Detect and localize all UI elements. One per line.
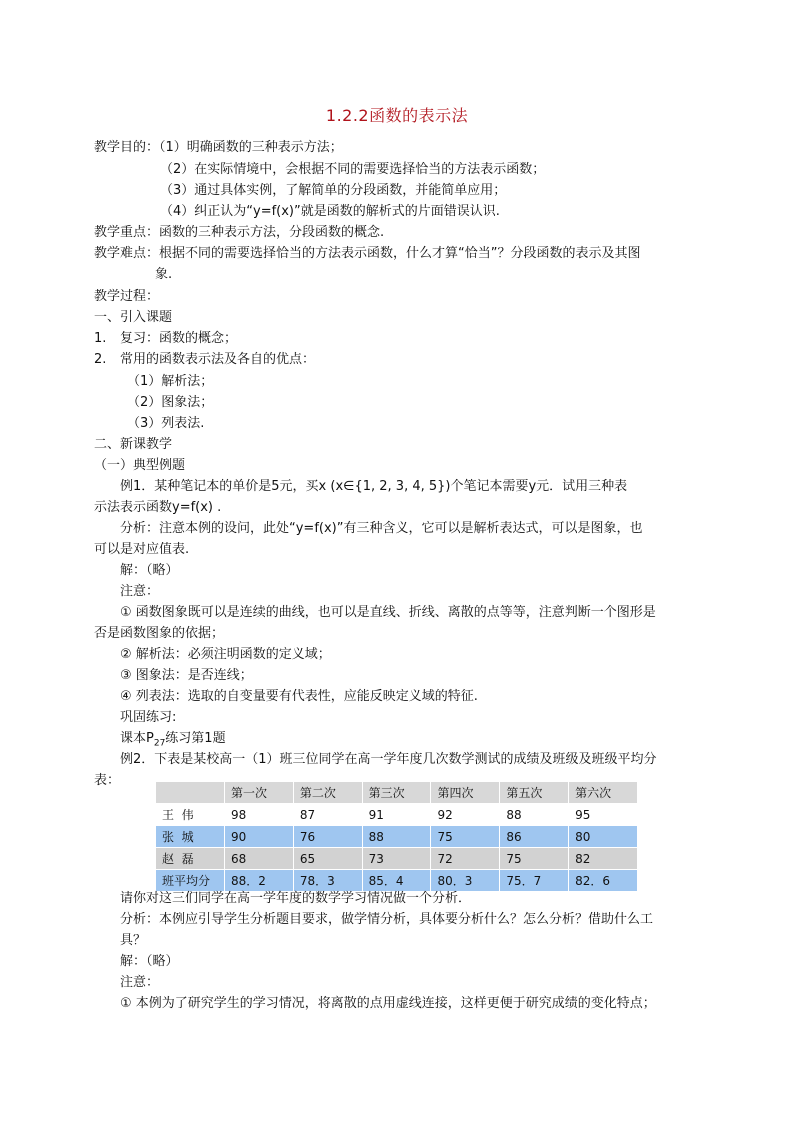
score-cell: 76 bbox=[293, 826, 362, 848]
review-text: 复习：函数的概念； bbox=[120, 331, 238, 346]
table-header-cell: 第五次 bbox=[500, 782, 569, 804]
score-cell: 95 bbox=[569, 804, 638, 826]
score-cell: 68 bbox=[225, 848, 294, 870]
student-name-cell: 王 伟 bbox=[156, 804, 225, 826]
objective-item-1: （1）明确函数的三种表示方法； bbox=[159, 140, 343, 155]
objective-item-3: （3）通过具体实例，了解简单的分段函数，并能简单应用； bbox=[160, 183, 507, 198]
section-heading-1: 一、引入课题 bbox=[94, 310, 173, 325]
score-cell: 86 bbox=[500, 826, 569, 848]
example2-solution: 解：（略） bbox=[120, 954, 179, 969]
example1-solution: 解：（略） bbox=[120, 563, 179, 578]
objective-item-4: （4）纠正认为“y=f(x)”就是函数的解析式的片面错误认识. bbox=[160, 204, 500, 219]
objectives-label: 教学目的： bbox=[94, 140, 160, 155]
example2-line-2: 表： bbox=[94, 773, 121, 788]
average-cell: 80．3 bbox=[431, 870, 500, 892]
difficulty-line-2: 象. bbox=[155, 267, 173, 282]
example1-line-2: 示法表示函数y=f(x) . bbox=[94, 500, 222, 515]
objective-item-2: （2）在实际情境中，会根据不同的需要选择恰当的方法表示函数； bbox=[160, 162, 546, 177]
table-header-cell: 第四次 bbox=[431, 782, 500, 804]
score-cell: 88 bbox=[500, 804, 569, 826]
method-item-3: （3）列表法. bbox=[127, 416, 205, 431]
student-name-cell: 赵 磊 bbox=[156, 848, 225, 870]
example1-note-1a: ① 函数图象既可以是连续的曲线，也可以是直线、折线、离散的点等等，注意判断一个图形是 bbox=[120, 605, 656, 620]
difficulty-line-1: 教学难点：根据不同的需要选择恰当的方法表示函数，什么才算“恰当”？分段函数的表示及其图 bbox=[94, 246, 641, 261]
key-point: 教学重点：函数的三种表示方法，分段函数的概念. bbox=[94, 225, 385, 240]
subsection-heading: （一）典型例题 bbox=[94, 458, 186, 473]
example1-note-1b: 否是函数图象的依据； bbox=[94, 626, 225, 641]
score-cell: 91 bbox=[362, 804, 431, 826]
table-header-cell: 第一次 bbox=[225, 782, 294, 804]
score-cell: 98 bbox=[225, 804, 294, 826]
example1-line-1: 例1．某种笔记本的单价是5元，买x (x∈{1, 2, 3, 4, 5})个笔记本需要y元．试用三种表 bbox=[120, 479, 628, 494]
table-header-cell: 第三次 bbox=[362, 782, 431, 804]
student-name-cell: 张 城 bbox=[156, 826, 225, 848]
table-header-cell bbox=[156, 782, 225, 804]
practice-prefix: 课本P bbox=[120, 731, 154, 746]
example1-analysis-2: 可以是对应值表. bbox=[94, 542, 190, 557]
table-header-cell: 第二次 bbox=[293, 782, 362, 804]
score-cell: 90 bbox=[225, 826, 294, 848]
review-item bbox=[94, 328, 237, 349]
score-cell: 82 bbox=[569, 848, 638, 870]
example1-note-3: ③ 图象法：是否连线； bbox=[120, 668, 253, 683]
example1-note-label: 注意： bbox=[120, 584, 160, 599]
average-cell: 75．7 bbox=[500, 870, 569, 892]
section-heading-2: 二、新课教学 bbox=[94, 437, 173, 452]
table-row bbox=[156, 826, 638, 848]
score-cell: 80 bbox=[569, 826, 638, 848]
review-number: 1. bbox=[94, 331, 107, 346]
class-average-label: 班平均分 bbox=[156, 870, 225, 892]
common-text: 常用的函数表示法及各自的优点： bbox=[120, 352, 316, 367]
table-row bbox=[156, 848, 638, 870]
process-label: 教学过程： bbox=[94, 289, 160, 304]
average-cell: 88．2 bbox=[225, 870, 294, 892]
table-row bbox=[156, 804, 638, 826]
example2-line-1: 例2．下表是某校高一（1）班三位同学在高一学年度几次数学测试的成绩及班级及班级平均分 bbox=[120, 752, 657, 767]
practice-label: 巩固练习: bbox=[120, 710, 177, 725]
average-cell: 78．3 bbox=[293, 870, 362, 892]
example1-note-2: ② 解析法：必须注明函数的定义域； bbox=[120, 647, 331, 662]
example2-analysis-2: 具？ bbox=[120, 933, 147, 948]
common-methods-item bbox=[94, 349, 315, 370]
score-cell: 87 bbox=[293, 804, 362, 826]
practice-suffix: 练习第1题 bbox=[165, 731, 226, 746]
score-cell: 75 bbox=[500, 848, 569, 870]
example1-note-4: ④ 列表法：选取的自变量要有代表性，应能反映定义域的特征. bbox=[120, 689, 478, 704]
score-cell: 72 bbox=[431, 848, 500, 870]
common-number: 2. bbox=[94, 352, 107, 367]
score-cell: 65 bbox=[293, 848, 362, 870]
example2-analysis-1: 分析：本例应引导学生分析题目要求，做学情分析，具体要分析什么？怎么分析？借助什么工 bbox=[120, 912, 654, 927]
objectives-row bbox=[94, 137, 343, 158]
score-cell: 92 bbox=[431, 804, 500, 826]
page-title: 1.2.2函数的表示法 bbox=[325, 106, 469, 125]
table-header-row bbox=[156, 782, 638, 804]
example1-analysis-1: 分析：注意本例的设问，此处“y=f(x)”有三种含义，它可以是解析表达式，可以是图象，也 bbox=[120, 521, 643, 536]
example2-request: 请你对这三们同学在高一学年度的数学学习情况做一个分析． bbox=[120, 891, 472, 906]
scores-table bbox=[155, 781, 638, 892]
score-cell: 75 bbox=[431, 826, 500, 848]
example2-note-label: 注意： bbox=[120, 975, 160, 990]
table-header-cell: 第六次 bbox=[569, 782, 638, 804]
score-cell: 88 bbox=[362, 826, 431, 848]
method-item-1: （1）解析法； bbox=[127, 374, 214, 389]
average-cell: 82．6 bbox=[569, 870, 638, 892]
score-cell: 73 bbox=[362, 848, 431, 870]
average-cell: 85．4 bbox=[362, 870, 431, 892]
method-item-2: （2）图象法； bbox=[127, 395, 214, 410]
example2-note-1: ① 本例为了研究学生的学习情况，将离散的点用虚线连接，这样更便于研究成绩的变化特点； bbox=[120, 996, 656, 1011]
practice-page-number: 27 bbox=[153, 738, 166, 749]
